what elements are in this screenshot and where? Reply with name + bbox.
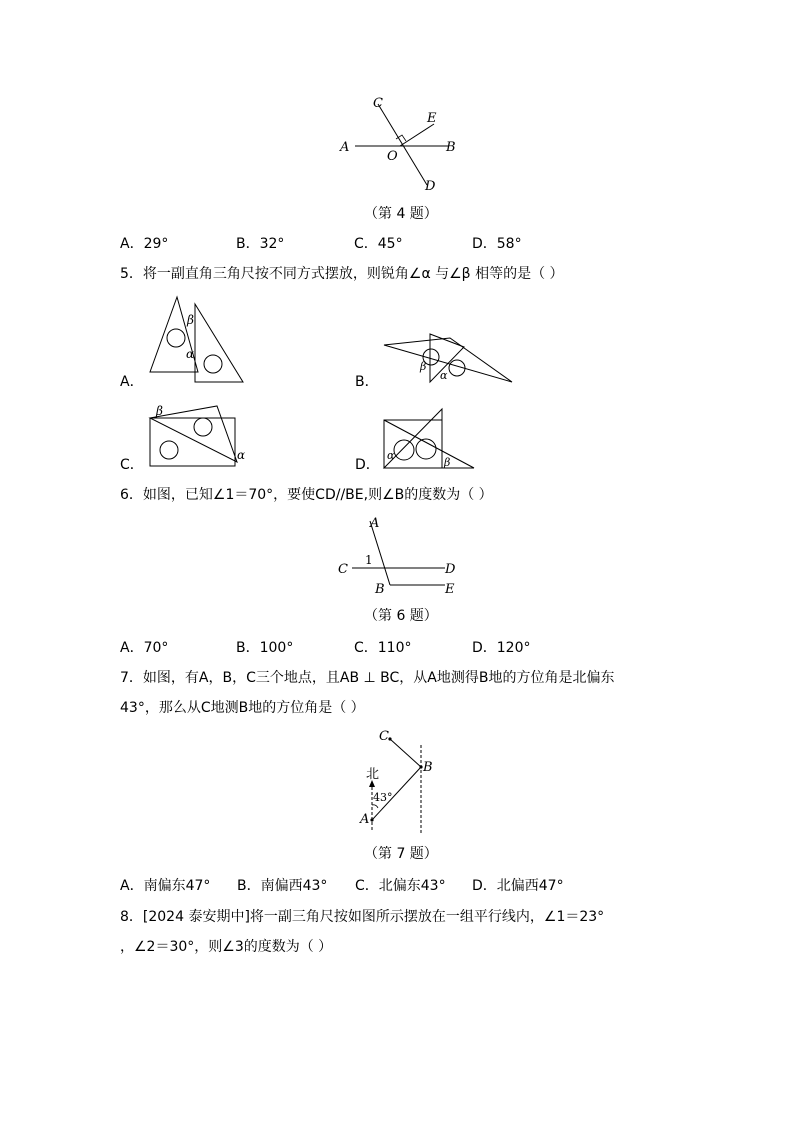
q7-stem-line1: 7．如图，有A，B，C三个地点，且AB ⊥ BC，从A地测得B地的方位角是北偏东 <box>120 670 615 686</box>
q8-stem-line2: ，∠2＝30°，则∠3的度数为（ ） <box>120 939 333 955</box>
q5-option-d[interactable]: D． <box>355 457 380 473</box>
q6-label-b: B <box>375 582 385 597</box>
q5c-alpha: α <box>237 448 246 462</box>
q7-label-b: B <box>423 760 433 775</box>
q6-label-e: E <box>445 582 455 597</box>
q5-figure-c <box>145 398 255 470</box>
q5-option-c[interactable]: C． <box>120 457 144 473</box>
q6-label-1: 1 <box>365 553 373 567</box>
q5-option-b[interactable]: B． <box>355 374 379 390</box>
q6-figure <box>335 513 465 598</box>
q5-stem: 5．将一副直角三角尺按不同方式摆放，则锐角∠α 与∠β 相等的是（ ） <box>120 266 564 282</box>
q4-option-d[interactable]: D．58° <box>472 236 522 252</box>
q5a-alpha: α <box>186 347 195 361</box>
q4-caption: （第 4 题） <box>364 206 438 222</box>
q5b-alpha: α <box>440 369 448 382</box>
q7-label-c: C <box>379 729 389 744</box>
q7-caption: （第 7 题） <box>364 846 438 862</box>
q7-label-a: A <box>360 812 370 827</box>
q5c-beta: β <box>156 404 163 418</box>
q7-option-c[interactable]: C．北偏东43° <box>355 878 446 894</box>
q5-option-a[interactable]: A． <box>120 374 144 390</box>
q6-option-b[interactable]: B．100° <box>236 640 294 656</box>
q5b-beta: β <box>420 360 427 373</box>
q6-label-a: A <box>370 516 380 531</box>
q7-option-a[interactable]: A．南偏东47° <box>120 878 211 894</box>
q4-option-c[interactable]: C．45° <box>354 236 403 252</box>
q4-label-c: C <box>373 96 383 111</box>
q7-option-d[interactable]: D．北偏西47° <box>472 878 564 894</box>
q6-option-a[interactable]: A．70° <box>120 640 169 656</box>
q4-ray-oe <box>400 124 434 146</box>
q4-figure <box>330 92 470 202</box>
q5-figure-a <box>145 292 250 388</box>
q7-option-b[interactable]: B．南偏西43° <box>237 878 328 894</box>
q7-segment-cb <box>390 739 421 767</box>
q6-caption: （第 6 题） <box>364 608 438 624</box>
q4-option-b[interactable]: B．32° <box>236 236 285 252</box>
q6-label-d: D <box>445 562 456 577</box>
q6-label-c: C <box>338 562 348 577</box>
q4-label-o: O <box>387 149 398 164</box>
q7-figure <box>355 725 445 837</box>
q6-option-d[interactable]: D．120° <box>472 640 531 656</box>
q8-stem-line1: 8．[2024 泰安期中]将一副三角尺按如图所示摆放在一组平行线内，∠1＝23° <box>120 909 605 925</box>
q5a-beta: β <box>187 313 194 327</box>
q5d-alpha: α <box>387 449 395 462</box>
q5-figure-d <box>380 405 480 471</box>
q7-stem-line2: 43°，那么从C地测B地的方位角是（ ） <box>120 700 365 716</box>
q4-option-a[interactable]: A．29° <box>120 236 169 252</box>
q6-stem: 6．如图，已知∠1＝70°，要使CD//BE,则∠B的度数为（ ） <box>120 487 493 503</box>
q5-figure-b <box>380 330 520 388</box>
q4-label-d: D <box>425 179 436 194</box>
q5d-beta: β <box>444 456 451 469</box>
q4-label-e: E <box>427 111 437 126</box>
q4-label-b: B <box>446 140 456 155</box>
q7-label-north: 北 <box>366 767 380 782</box>
q7-label-angle: 43° <box>373 791 393 804</box>
q6-option-c[interactable]: C．110° <box>354 640 412 656</box>
q4-label-a: A <box>340 140 350 155</box>
